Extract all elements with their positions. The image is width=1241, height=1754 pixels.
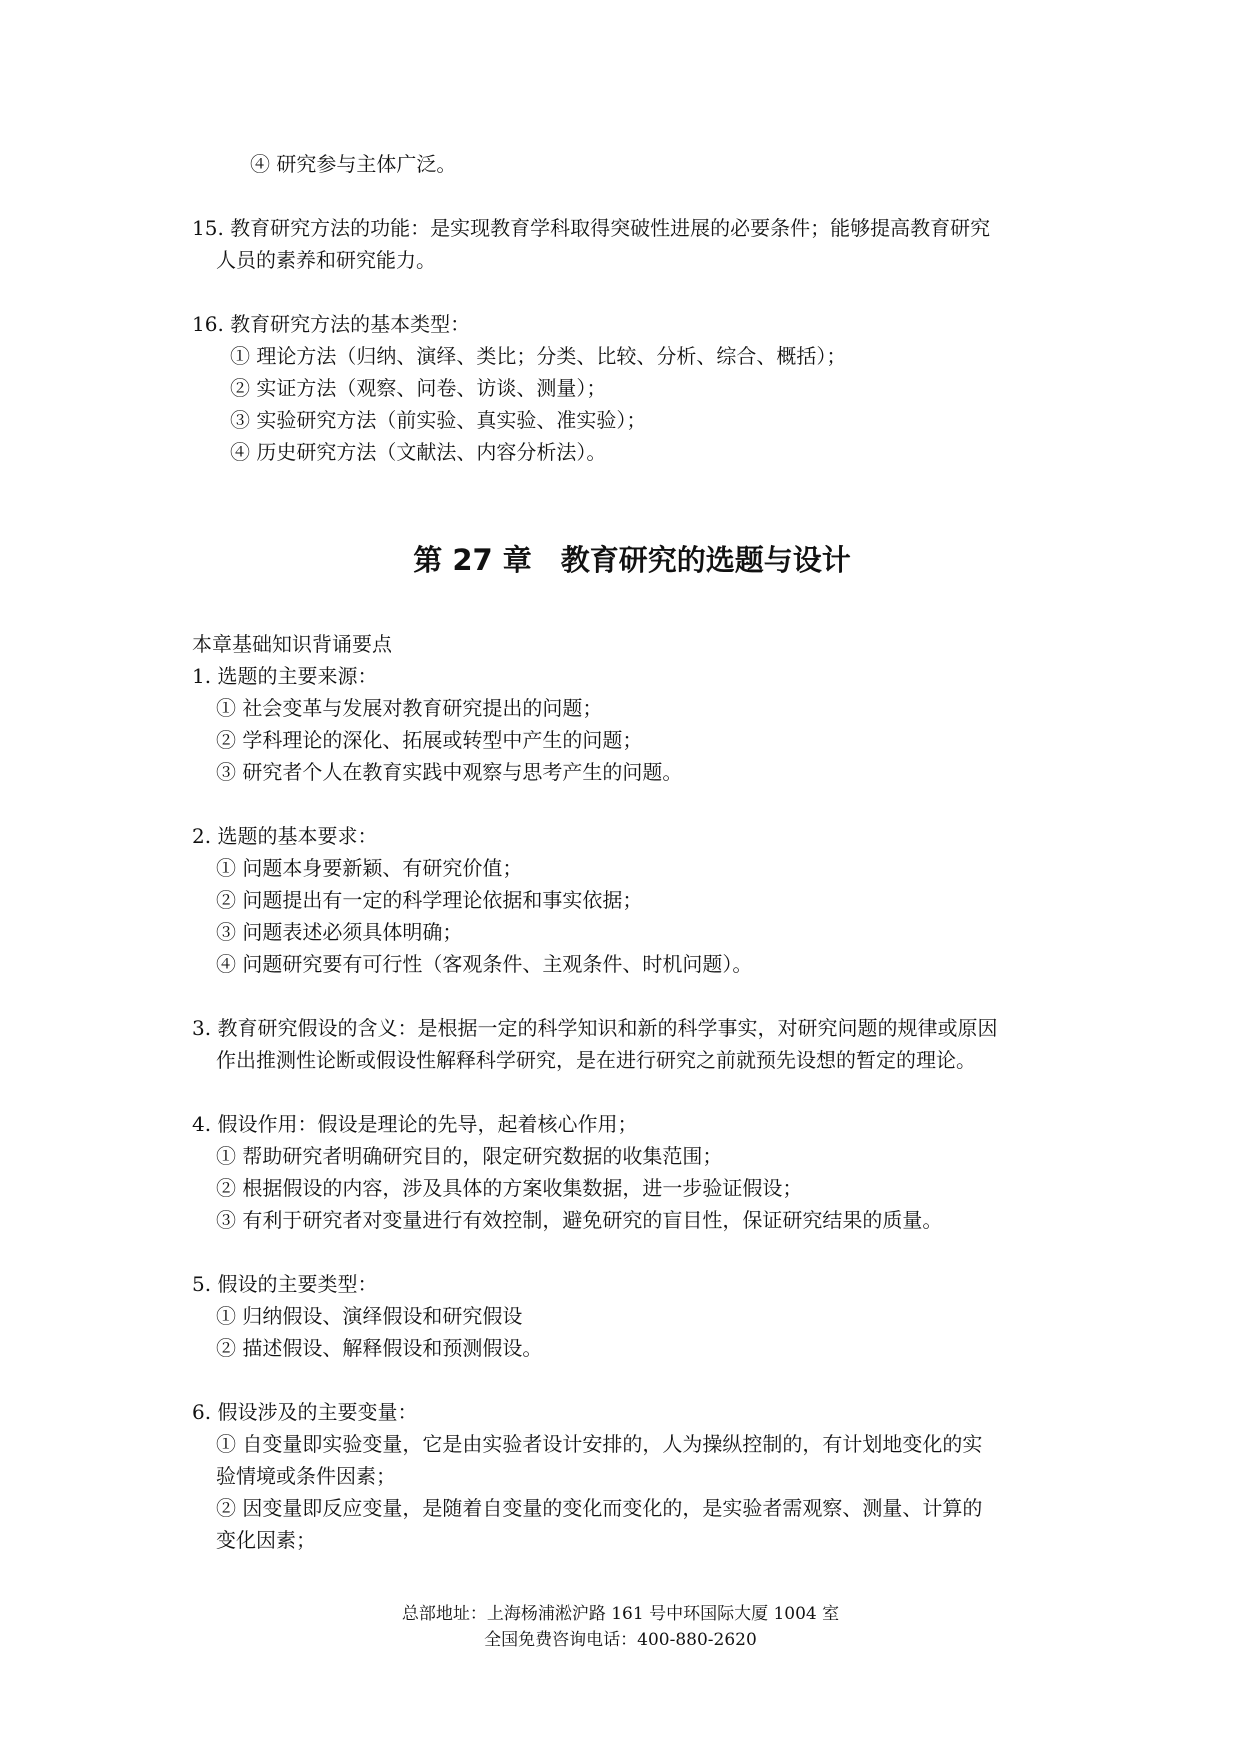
chapter-intro: 本章基础知识背诵要点 (192, 632, 392, 656)
list-item: ② 描述假设、解释假设和预测假设。 (216, 1336, 543, 1360)
list-item: ① 归纳假设、演绎假设和研究假设 (216, 1304, 523, 1328)
chapter-title: 第 27 章 教育研究的选题与设计 (413, 543, 851, 577)
list-item: ① 理论方法（归纳、演绎、类比；分类、比较、分析、综合、概括）； (230, 344, 847, 368)
list-item: ② 根据假设的内容，涉及具体的方案收集数据，进一步验证假设； (216, 1176, 803, 1200)
list-item: ② 实证方法（观察、问卷、访谈、测量）； (230, 376, 607, 400)
section-6-sub-2-line-2: 变化因素； (216, 1528, 316, 1552)
page-content (192, 148, 1072, 1556)
section-1-heading: 1. 选题的主要来源： (192, 664, 378, 688)
section-4-heading: 4. 假设作用：假设是理论的先导，起着核心作用； (192, 1112, 638, 1136)
footer-address: 总部地址：上海杨浦淞沪路 161 号中环国际大厦 1004 室 (401, 1604, 840, 1624)
list-item: ① 帮助研究者明确研究目的，限定研究数据的收集范围； (216, 1144, 723, 1168)
section-6-sub-1-line-1: ① 自变量即实验变量，它是由实验者设计安排的，人为操纵控制的，有计划地变化的实 (216, 1432, 983, 1456)
footer-phone: 全国免费咨询电话：400-880-2620 (484, 1630, 757, 1650)
page-footer (0, 1601, 1241, 1653)
section-6-heading: 6. 假设涉及的主要变量： (192, 1400, 418, 1424)
list-item: ④ 历史研究方法（文献法、内容分析法）。 (230, 440, 607, 464)
list-item: ③ 实验研究方法（前实验、真实验、准实验）； (230, 408, 647, 432)
item-16-heading: 16. 教育研究方法的基本类型： (192, 312, 471, 336)
section-6-sub-2-line-1: ② 因变量即反应变量，是随着自变量的变化而变化的，是实验者需观察、测量、计算的 (216, 1496, 983, 1520)
list-item: ③ 研究者个人在教育实践中观察与思考产生的问题。 (216, 760, 683, 784)
list-item: ③ 问题表述必须具体明确； (216, 920, 463, 944)
section-3-line-1: 3. 教育研究假设的含义：是根据一定的科学知识和新的科学事实，对研究问题的规律或原因 (192, 1016, 998, 1040)
list-item: ④ 研究参与主体广泛。 (250, 152, 457, 176)
item-15-line-1: 15. 教育研究方法的功能：是实现教育学科取得突破性进展的必要条件；能够提高教育研究 (192, 216, 991, 240)
section-2-heading: 2. 选题的基本要求： (192, 824, 378, 848)
section-5-heading: 5. 假设的主要类型： (192, 1272, 378, 1296)
list-item: ① 社会变革与发展对教育研究提出的问题； (216, 696, 603, 720)
list-item: ② 学科理论的深化、拓展或转型中产生的问题； (216, 728, 643, 752)
list-item: ① 问题本身要新颖、有研究价值； (216, 856, 523, 880)
list-item: ② 问题提出有一定的科学理论依据和事实依据； (216, 888, 643, 912)
item-15-line-2: 人员的素养和研究能力。 (216, 248, 436, 272)
section-3-line-2: 作出推测性论断或假设性解释科学研究，是在进行研究之前就预先设想的暂定的理论。 (216, 1048, 976, 1072)
section-6-sub-1-line-2: 验情境或条件因素； (216, 1464, 396, 1488)
list-item: ③ 有利于研究者对变量进行有效控制，避免研究的盲目性，保证研究结果的质量。 (216, 1208, 943, 1232)
list-item: ④ 问题研究要有可行性（客观条件、主观条件、时机问题）。 (216, 952, 753, 976)
